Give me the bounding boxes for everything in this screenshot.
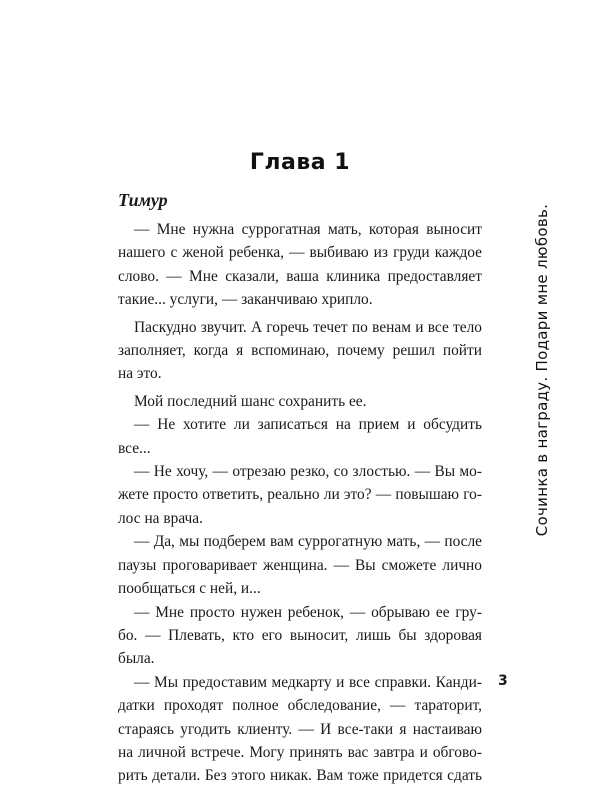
text-line: датки проходят полное обследование, — тараторит, xyxy=(118,697,482,715)
text-line: Паскудно звучит. А горечь течет по венам и все тело xyxy=(134,318,482,336)
text-line: нашего с женой ребенка, — выбиваю из груди каждое xyxy=(118,244,482,262)
text-line: жете просто ответить, реально ли это? — повышаю го- xyxy=(118,486,482,504)
text-line: — Мне нужна суррогатная мать, которая выносит xyxy=(134,221,482,238)
text-line: — Да, мы подберем вам суррогатную мать, — после xyxy=(134,533,482,551)
text-line: пообщаться с ней, и... xyxy=(118,580,261,598)
text-line: — Не хочу, — отрезаю резко, со злостью. — Вы мо- xyxy=(134,463,482,481)
text-line: все... xyxy=(118,439,151,457)
page-number: 3 xyxy=(498,673,508,689)
text-line: была. xyxy=(118,650,155,668)
text-line: стараясь угодить клиенту. — И все-таки я настаиваю xyxy=(118,720,482,738)
text-line: лос на врача. xyxy=(118,509,203,527)
text-line: бо. — Плевать, кто его выносит, лишь бы здоровая xyxy=(118,626,482,644)
chapter-title: Глава 1 xyxy=(249,150,351,175)
running-book-title: Сочинка в награду. Подари мне любовь. xyxy=(533,203,551,537)
pov-character-name: Тимур xyxy=(118,190,168,210)
text-line: на это. xyxy=(118,365,162,383)
body-text xyxy=(118,218,482,788)
text-line: паузы проговаривает женщина. — Вы сможете лично xyxy=(118,556,482,574)
text-line: заполняет, когда я вспоминаю, почему решил пойти xyxy=(118,342,482,360)
text-line: — Не хотите ли записаться на прием и обсудить xyxy=(134,416,482,434)
text-line: слово. — Мне сказали, ваша клиника предоставляет xyxy=(118,267,482,285)
text-line: — Мне просто нужен ребенок, — обрываю ее гру- xyxy=(134,603,482,621)
text-line: на личной встрече. Могу принять вас завтра и обгово- xyxy=(118,743,482,761)
text-line: рить детали. Без этого никак. Вам тоже придется сдать xyxy=(118,767,482,785)
text-line: Мой последний шанс сохранить ее. xyxy=(134,392,367,410)
text-line: — Мы предоставим медкарту и все справки. Канди- xyxy=(134,673,482,691)
text-line: такие... услуги, — заканчиваю хрипло. xyxy=(118,291,373,309)
